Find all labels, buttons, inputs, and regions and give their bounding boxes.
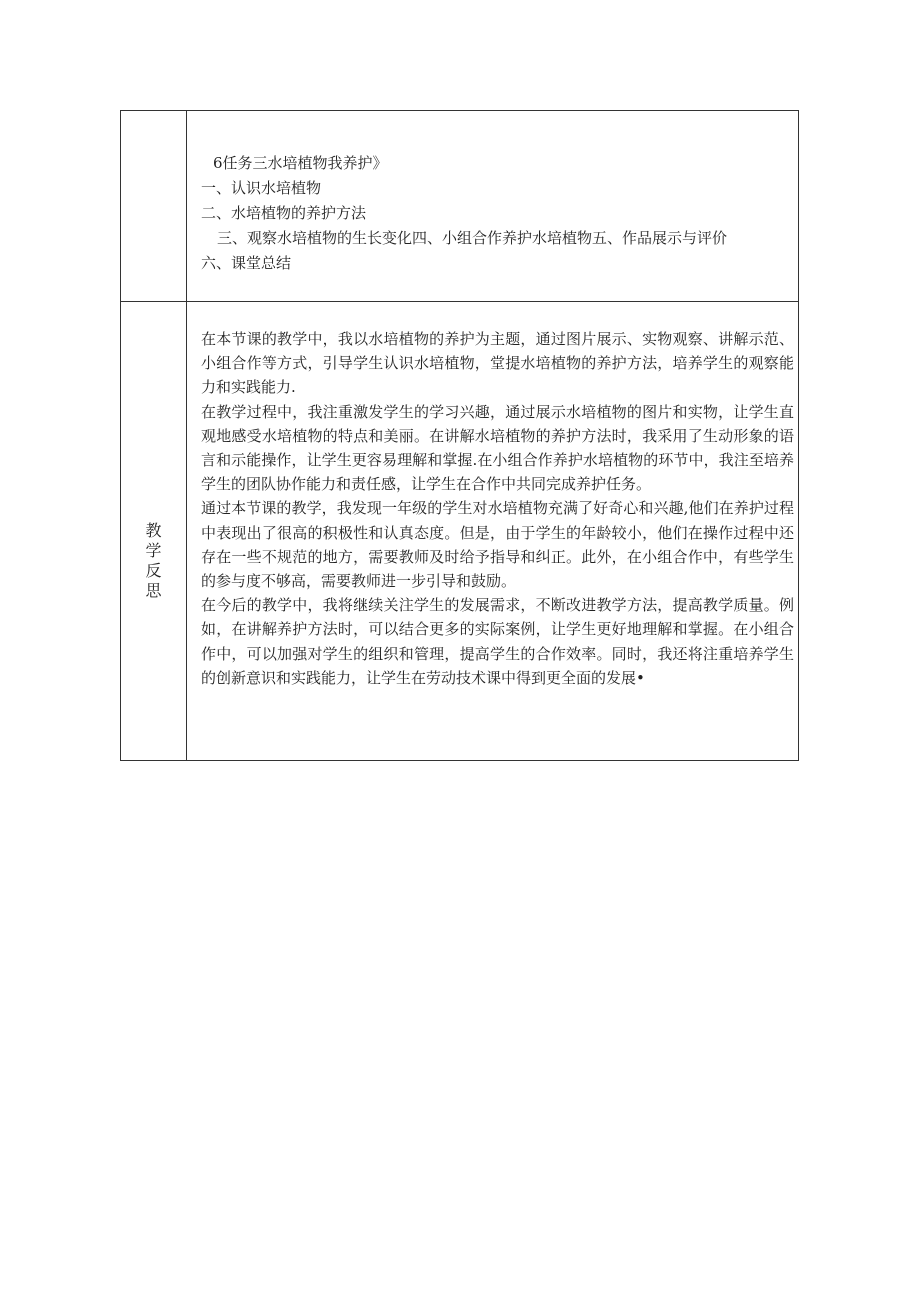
lesson-plan-table: [120, 110, 799, 761]
board-design-content: [187, 111, 798, 276]
board-line-1: 一、认识水培植物: [201, 179, 322, 197]
board-design-label-cell: [121, 111, 187, 302]
board-line-title: 6任务三水培植物我养护》: [213, 154, 388, 172]
board-line-3: 三、观察水培植物的生长变化四、小组合作养护水培植物五、作品展示与评价: [217, 229, 728, 247]
reflection-cell: [187, 302, 799, 761]
reflection-paragraph: 在本节课的教学中，我以水培植物的养护为主题，通过图片展示、实物观察、讲解示范、小组合作等方式，引导学生认识水培植物，堂提水培植物的养护方法，培养学生的观察能力和实践能力.: [201, 330, 794, 397]
board-design-row: [121, 111, 799, 302]
reflection-paragraph: 在今后的教学中，我将继续关注学生的发展需求，不断改进教学方法，提高教学质量。例如，在讲解养护方法时，可以结合更多的实际案例，让学生更好地理解和掌握。在小组合作中，可以加强对学生的组织和管理，提高学生的合作效率。同时，我还将注重培养学生的创新意识和实践能力，让学生在劳动技术课中得到更全面的发展•: [201, 596, 794, 687]
reflection-content: [187, 302, 798, 690]
reflection-paragraph: 通过本节课的教学，我发现一年级的学生对水培植物充满了好奇心和兴趣,他们在养护过程中表现出了很高的积极性和认真态度。但是，由于学生的年龄较小，他们在操作过程中还存在一些不规范的地方，需要教师及时给予指导和纠正。此外，在小组合作中，有些学生的参与度不够高，需要教师进一步引导和鼓励。: [201, 499, 794, 591]
board-line-4: 六、课堂总结: [201, 254, 292, 272]
reflection-paragraph: 在教学过程中，我注重激发学生的学习兴趣，通过展示水培植物的图片和实物，让学生直观地感受水培植物的特点和美丽。在讲解水培植物的养护方法时，我采用了生动形象的语言和示能操作，让学生更容易理解和掌握.在小组合作养护水培植物的环节中，我注至培养学生的团队协作能力和责任感，让学生在合作中共同完成养护任务。: [201, 402, 794, 494]
reflection-row: [121, 302, 799, 761]
reflection-label: 教学反思: [145, 521, 162, 600]
board-design-cell: [187, 111, 799, 302]
board-line-2: 二、水培植物的养护方法: [201, 204, 367, 222]
reflection-label-cell: [121, 302, 187, 761]
